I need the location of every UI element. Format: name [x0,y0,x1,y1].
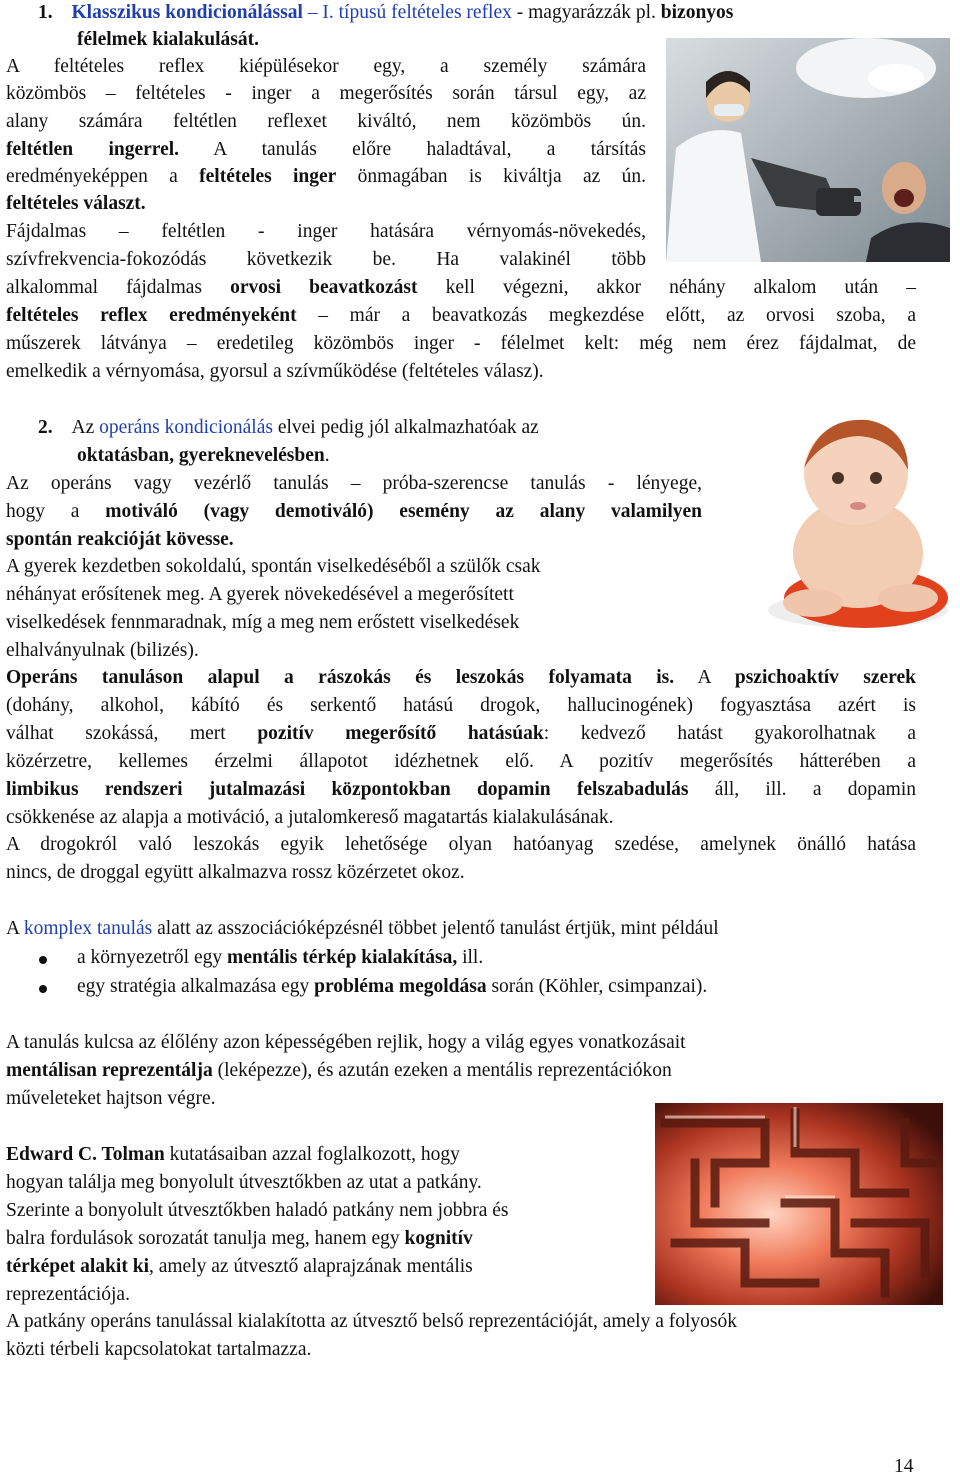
s1-p1-line6 [6,190,146,217]
tolman-line5 [6,1253,473,1280]
section1-heading-line2 [77,26,259,53]
s2-p3-line3 [6,720,916,747]
s2-p3-line5 [6,776,916,803]
tolman-l5-c: , amely az útvesztő alaprajzának mentális [148,1256,473,1277]
s1-p2-line5: műszerek látványa – eredetileg közömbös inger - félelmet kelt: még nem érez fájdalmat, de [6,333,916,354]
tolman-line8: közti térbeli kapcsolatokat tartalmazza. [6,1339,312,1360]
s1-p1-line2: közömbös – feltételes - inger a megerősítés során társul egy, az [6,83,646,104]
s2-p2-line4: elhalványulnak (bilizés). [6,640,199,661]
s2-h-a: Az [71,417,100,438]
s2-p3-l1-c: A [674,667,735,688]
tolman-line1 [6,1141,460,1168]
tolman-line2: hogyan találja meg bonyolult útvesztőkben az utat a patkány. [6,1172,482,1193]
maze-photo [655,1103,943,1305]
s2-p3-l5-c: áll, ill. a dopamin [688,779,916,800]
key-line2 [6,1057,672,1084]
s2-h-c: elvei pedig jól alkalmazhatóak az [272,417,539,438]
heading-rest: - magyarázzák pl. [511,2,661,23]
s2-p3-line1 [6,664,916,691]
bullet-dot [39,956,47,964]
section2-number: 2. [38,417,53,438]
positive-reinforcement-term: pozitív megerősítő hatásúak [257,723,544,744]
s2-p1-line2 [6,498,702,525]
bullet-item-problem-solving [77,973,707,1000]
s1-p2-l3-a: alkalommal fájdalmas [6,277,231,298]
s1-p1-l5-a: eredményeképpen a [6,166,200,187]
s1-p1-l4-rest: A tanulás előre haladtával, a társítás [179,139,646,160]
s1-p2-l4-c: – már a beavatkozás megkezdése előtt, az orvosi szoba, a [296,305,916,326]
s2-p4-line1: A drogokról való leszokás egyik lehetősége olyan hatóanyag szedése, amelynek önálló hatása [6,834,916,855]
spontaneous-reaction-term: spontán reakcióját kövesse. [6,529,234,550]
dentist-drill-photo [666,38,950,262]
s2-p1-l2-a: hogy a [6,501,106,522]
tolman-l4-a: balra fordulások sorozatát tanulja meg, hanem egy [6,1228,405,1249]
dopamine-term: limbikus rendszeri jutalmazási központokban dopamin felszabadulás [6,779,689,800]
problem-solving-term: probléma megoldása [314,976,487,997]
complex-intro [6,915,719,942]
complex-learning-link[interactable]: komplex tanulás [23,918,153,939]
s1-p2-line6: emelkedik a vérnyomása, gyorsul a szívműködése (feltételes válasz). [6,361,544,382]
cognitive-map-term: térképet alakit ki [6,1256,149,1277]
s2-p2-line1: A gyerek kezdetben sokoldalú, spontán viselkedéséből a szülők csak [6,556,541,577]
classical-conditioning-link[interactable]: Klasszikus kondicionálással [71,2,303,23]
heading-bold-1: bizonyos [660,2,734,23]
heading-bold-2: félelmek kialakulását. [77,29,260,50]
s2-p4-line2: nincs, de droggal együtt alkalmazva rossz közérzetet okoz. [6,862,465,883]
tolman-line4 [6,1225,473,1252]
mental-representation-term: mentálisan reprezentálja [6,1060,213,1081]
s2-p2-line3: viselkedések fennmaradnak, míg a meg nem erőstett viselkedések [6,612,520,633]
s1-p2-line4 [6,302,916,329]
baby-on-potty-photo [718,398,958,636]
tolman-line7: A patkány operáns tanulással kialakította az útvesztő belső reprezentációját, amely a folyosók [6,1311,737,1332]
complex-intro-c: alatt az asszociációképzésnél többet jelentő tanulást értjük, mint például [152,918,719,939]
tolman-line3: Szerinte a bonyolult útvesztőkben haladó patkány nem jobbra és [6,1200,509,1221]
section2-heading-line2 [77,442,330,469]
complex-intro-a: A [6,918,24,939]
s1-p2-l3-c: kell végezni, akkor néhány alkalom után – [417,277,917,298]
reflex-type-label: – I. típusú feltételes reflex [302,2,512,23]
page-number: 14 [894,1456,914,1477]
key-l2-c: (leképezze), és azután ezeken a mentális reprezentációkon [212,1060,672,1081]
s1-p1-l5-c: önmagában is kiváltja az ún. [336,166,646,187]
b1-a: a környezetről egy [77,947,227,968]
s2-p3-l3-c: : kedvező hatást gyakorolhatnak a [543,723,916,744]
s1-p1-line5 [6,163,646,190]
s1-p2-line2: szívfrekvencia-fokozódás következik be. Ha valakinél több [6,249,646,270]
section1-heading-line1 [38,0,733,26]
mental-map-term: mentális térkép kialakítása, [226,947,458,968]
cognitive-term: kognitív [404,1228,473,1249]
psychoactive-term: pszichoaktív szerek [734,667,916,688]
key-line1: A tanulás kulcsa az élőlény azon képességében rejlik, hogy a világ egyes vonatkozásait [6,1032,686,1053]
s1-p1-line1: A feltételes reflex kiépülésekor egy, a személy számára [6,56,646,77]
key-line3: műveleteket hajtson végre. [6,1088,216,1109]
education-term: oktatásban, gyereknevelésben [77,445,325,466]
tolman-name: Edward C. Tolman [6,1144,165,1165]
bullet-dot [39,985,47,993]
s1-p1-line4 [6,136,646,163]
s2-p3-line6: csökkenése az alapja a motiváció, a jutalomkereső magatartás kialakulásának. [6,807,614,828]
s2-p3-line4: közérzetre, kellemes érzelmi állapotot idézhetnek elő. A pozitív megerősítés hátterében a [6,751,916,772]
s1-p2-line3 [6,274,916,301]
s2-p2-line2: néhányat erősítenek meg. A gyerek növekedésével a megerősített [6,584,514,605]
s2-p3-line2: (dohány, alkohol, kábító és serkentő hatású drogok, hallucinogének) fogyasztása azért is [6,695,916,716]
s2-p1-line1: Az operáns vagy vezérlő tanulás – próba-szerencse tanulás - lényege, [6,473,702,494]
b2-a: egy stratégia alkalmazása egy [77,976,315,997]
unconditioned-stimulus-term: feltétlen ingerrel. [6,139,180,160]
section1-number: 1. [38,2,53,23]
s2-p1-line3 [6,526,234,553]
s2-p3-l3-a: válhat szokássá, mert [6,723,258,744]
s2-h-dot: . [324,445,330,466]
section2-heading-line1 [38,414,539,441]
bullet-item-mental-map [77,944,483,971]
b2-c: során (Köhler, csimpanzai). [486,976,708,997]
tolman-line6: reprezentációja. [6,1284,130,1305]
tolman-l1-c: kutatásaiban azzal foglalkozott, hogy [164,1144,460,1165]
s1-p1-line3: alany számára feltétlen reflexet kiváltó, nem közömbös ún. [6,111,646,132]
habit-formation-term: Operáns tanuláson alapul a rászokás és leszokás folyamata is. [6,667,675,688]
motivating-event-term: motiváló (vagy demotiváló) esemény az alany valamilyen [105,501,702,522]
conditioned-stimulus-term: feltételes inger [199,166,337,187]
medical-intervention-term: orvosi beavatkozást [230,277,418,298]
b1-c: ill. [457,947,484,968]
conditioned-response-term: feltételes választ. [6,193,146,214]
conditioned-reflex-result-term: feltételes reflex eredményeként [6,305,297,326]
operant-conditioning-link[interactable]: operáns kondicionálás [99,417,273,438]
s2-p2-line1: Fájdalmas – feltétlen - inger hatására vérnyomás-növekedés, [6,221,646,242]
